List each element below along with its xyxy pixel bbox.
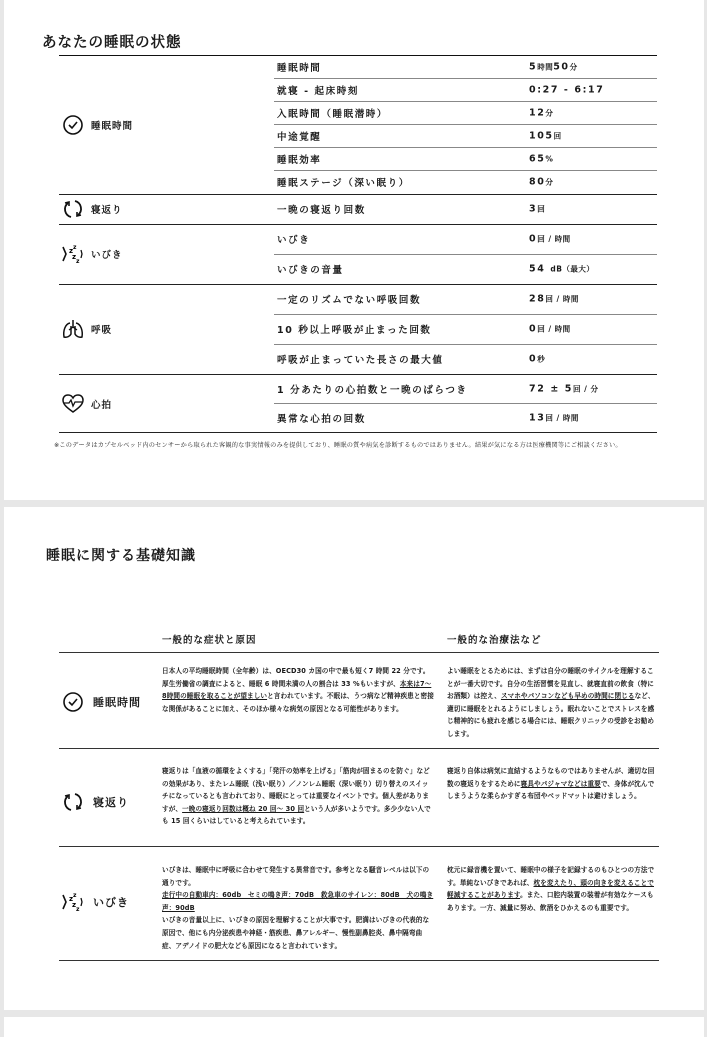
snore-zzz-icon [59,889,87,915]
category-breathing: 呼吸 [59,316,112,342]
row-divider [274,78,657,79]
table-divider [59,224,657,225]
row-divider [274,344,657,345]
table-divider [59,374,657,375]
row-divider [274,170,657,171]
table-divider [59,748,659,749]
row-value: 0回 / 時間 [529,233,571,245]
row-value: 5時間50分 [529,61,578,73]
page-title: 睡眠に関する基礎知識 [46,548,196,564]
row-value: 0:27 - 6:17 [529,84,605,96]
row-value: 0秒 [529,353,546,365]
row-value: 65% [529,153,554,165]
table-divider [59,432,657,433]
svg-text:z: z [76,906,80,913]
svg-text:z: z [73,244,77,251]
section-turning: 寝返り [59,789,129,815]
causes-text: 寝返りは「血液の循環をよくする」「発汗の効率を上げる」「筋肉が固まるのを防ぐ」などの効果があり、またレム睡眠（浅い眠り）／ノンレム睡眠（深い眠り）切り替えのスイッチになっているとも言われており、睡眠にとっては重要なイベントです。個人差がありますが、一晩の寝返り回数は概ね 20 回〜 30 回という人が多いようです。多少少ない人でも 15 回くらいはしていると考えられています。 [162,767,431,826]
column-header-causes: 一般的な症状と原因 [162,635,257,646]
row-label: 就寝 - 起床時刻 [277,86,359,97]
row-value: 12分 [529,107,554,119]
treatment-text: よい睡眠をとるためには、まずは自分の睡眠のサイクルを理解することが一番大切です。自分の生活習慣を見直し、就寝直前の飲食（特にお酒類）は控え、スマホやパソコンなども早めの時間に閉じるなど、適切に睡眠をとれるようにしましょう。眠れないことでストレスを感じ精神的にも疲れを感じる場合には、睡眠クリニックの受診をお勧めします。 [447,667,655,738]
row-divider [274,314,657,315]
table-divider [59,652,659,653]
table-divider [59,284,657,285]
svg-text:z: z [72,901,77,909]
svg-text:z: z [76,258,80,265]
category-snoring: z z z z いびき [59,241,123,267]
row-value: 13回 / 時間 [529,412,579,424]
row-value: 105回 [529,130,562,142]
row-value: 28回 / 時間 [529,293,579,305]
row-label: 呼吸が止まっていた長さの最大値 [277,355,444,366]
row-divider [274,124,657,125]
svg-text:z: z [72,253,77,261]
sleep-status-page [4,0,704,500]
clock-icon [59,112,87,138]
category-heart-rate: 心拍 [59,391,112,417]
treatment-text: 寝返り自体は病気に直結するようなものではありませんが、適切な回数の寝返りをするために寝具やパジャマなどは重要で、身体が沈んでしまうような柔らかすぎる布団やベッドマットは避けましょう。 [447,767,655,801]
row-label: いびきの音量 [277,265,344,276]
row-value: 80分 [529,176,554,188]
row-value: 72 ± 5回 / 分 [529,383,599,395]
turn-arrows-icon [59,789,87,815]
section-snoring: z z z z いびき [59,889,129,915]
category-sleep-time: 睡眠時間 [59,112,133,138]
turn-arrows-icon [59,196,87,222]
row-divider [274,101,657,102]
row-label: 10 秒以上呼吸が止まった回数 [277,325,432,336]
row-label: 入眠時間（睡眠潜時） [277,109,389,120]
table-divider [59,194,657,195]
table-divider [59,960,659,961]
row-value: 0回 / 時間 [529,323,571,335]
svg-text:z: z [69,895,74,903]
causes-text: 日本人の平均睡眠時間（全年齢）は、OECD30 カ国の中で最も短く7 時間 22 分です。厚生労働省の調査によると、睡眠 6 時間未満の人の割合は 33 %もいますが、本来は7〜8時間の睡眠を取ることが望ましいと言われています。不眠は、うつ病など精神疾患と密接な関係があることに加え、そのほか様々な病気の原因となる可能性があります。 [162,667,434,713]
table-divider [59,55,657,56]
snore-zzz-icon [59,241,87,267]
next-page-edge [4,1017,704,1037]
svg-text:z: z [69,247,74,255]
row-divider [274,147,657,148]
row-label: 一晩の寝返り回数 [277,205,366,216]
sleep-knowledge-page [4,507,704,1010]
category-turning: 寝返り [59,196,123,222]
row-label: いびき [277,235,311,246]
row-label: 1 分あたりの心拍数と一晩のばらつき [277,385,468,396]
row-label: 睡眠時間 [277,63,322,74]
row-label: 異常な心拍の回数 [277,414,366,425]
causes-text: いびきは、睡眠中に呼吸に合わせて発生する異常音です。参考となる騒音レベルは以下の通りです。 走行中の自動車内：60db セミの鳴き声：70dB 救急車のサイレン：80dB 犬の鳴き声：90dB いびきの音量以上に、いびきの原因を理解することが大事です。肥満はいびきの代表的な原因で、他にも内分泌疾患や神経・筋疾患、鼻アレルギー、慢性副鼻腔炎、鼻中隔弯曲症、アデノイドの肥大なども原因になると言われています。 [162,866,434,950]
section-sleep-time: 睡眠時間 [59,689,141,715]
row-divider [274,403,657,404]
disclaimer-note: ※このデータはカプセルベッド内のセンサーから取られた客観的な事実情報のみを提供しており、睡眠の質や病気を診断するものではありません。結果が気になる方は医療機関等にご相談ください。 [54,442,622,449]
row-label: 睡眠効率 [277,155,322,166]
treatment-text: 枕元に録音機を置いて、睡眠中の様子を記録するのもひとつの方法です。単純ないびきであれば、枕を変えたり、頭の向きを変えることで軽減することがあります。また、口腔内装置の装着が有効なケースもあります。一方、減量に努め、飲酒をひかえるのも重要です。 [447,866,655,912]
svg-text:z: z [73,892,77,899]
row-label: 睡眠ステージ（深い眠り） [277,178,410,189]
heartbeat-icon [59,391,87,417]
page-title: あなたの睡眠の状態 [42,35,182,51]
column-header-treatment: 一般的な治療法など [447,635,542,646]
row-value: 54 dB（最大） [529,263,595,275]
clock-icon [59,689,87,715]
row-label: 一定のリズムでない呼吸回数 [277,295,422,306]
row-divider [274,254,657,255]
table-divider [59,846,659,847]
row-value: 3回 [529,203,546,215]
row-label: 中途覚醒 [277,132,322,143]
lungs-icon [59,316,87,342]
